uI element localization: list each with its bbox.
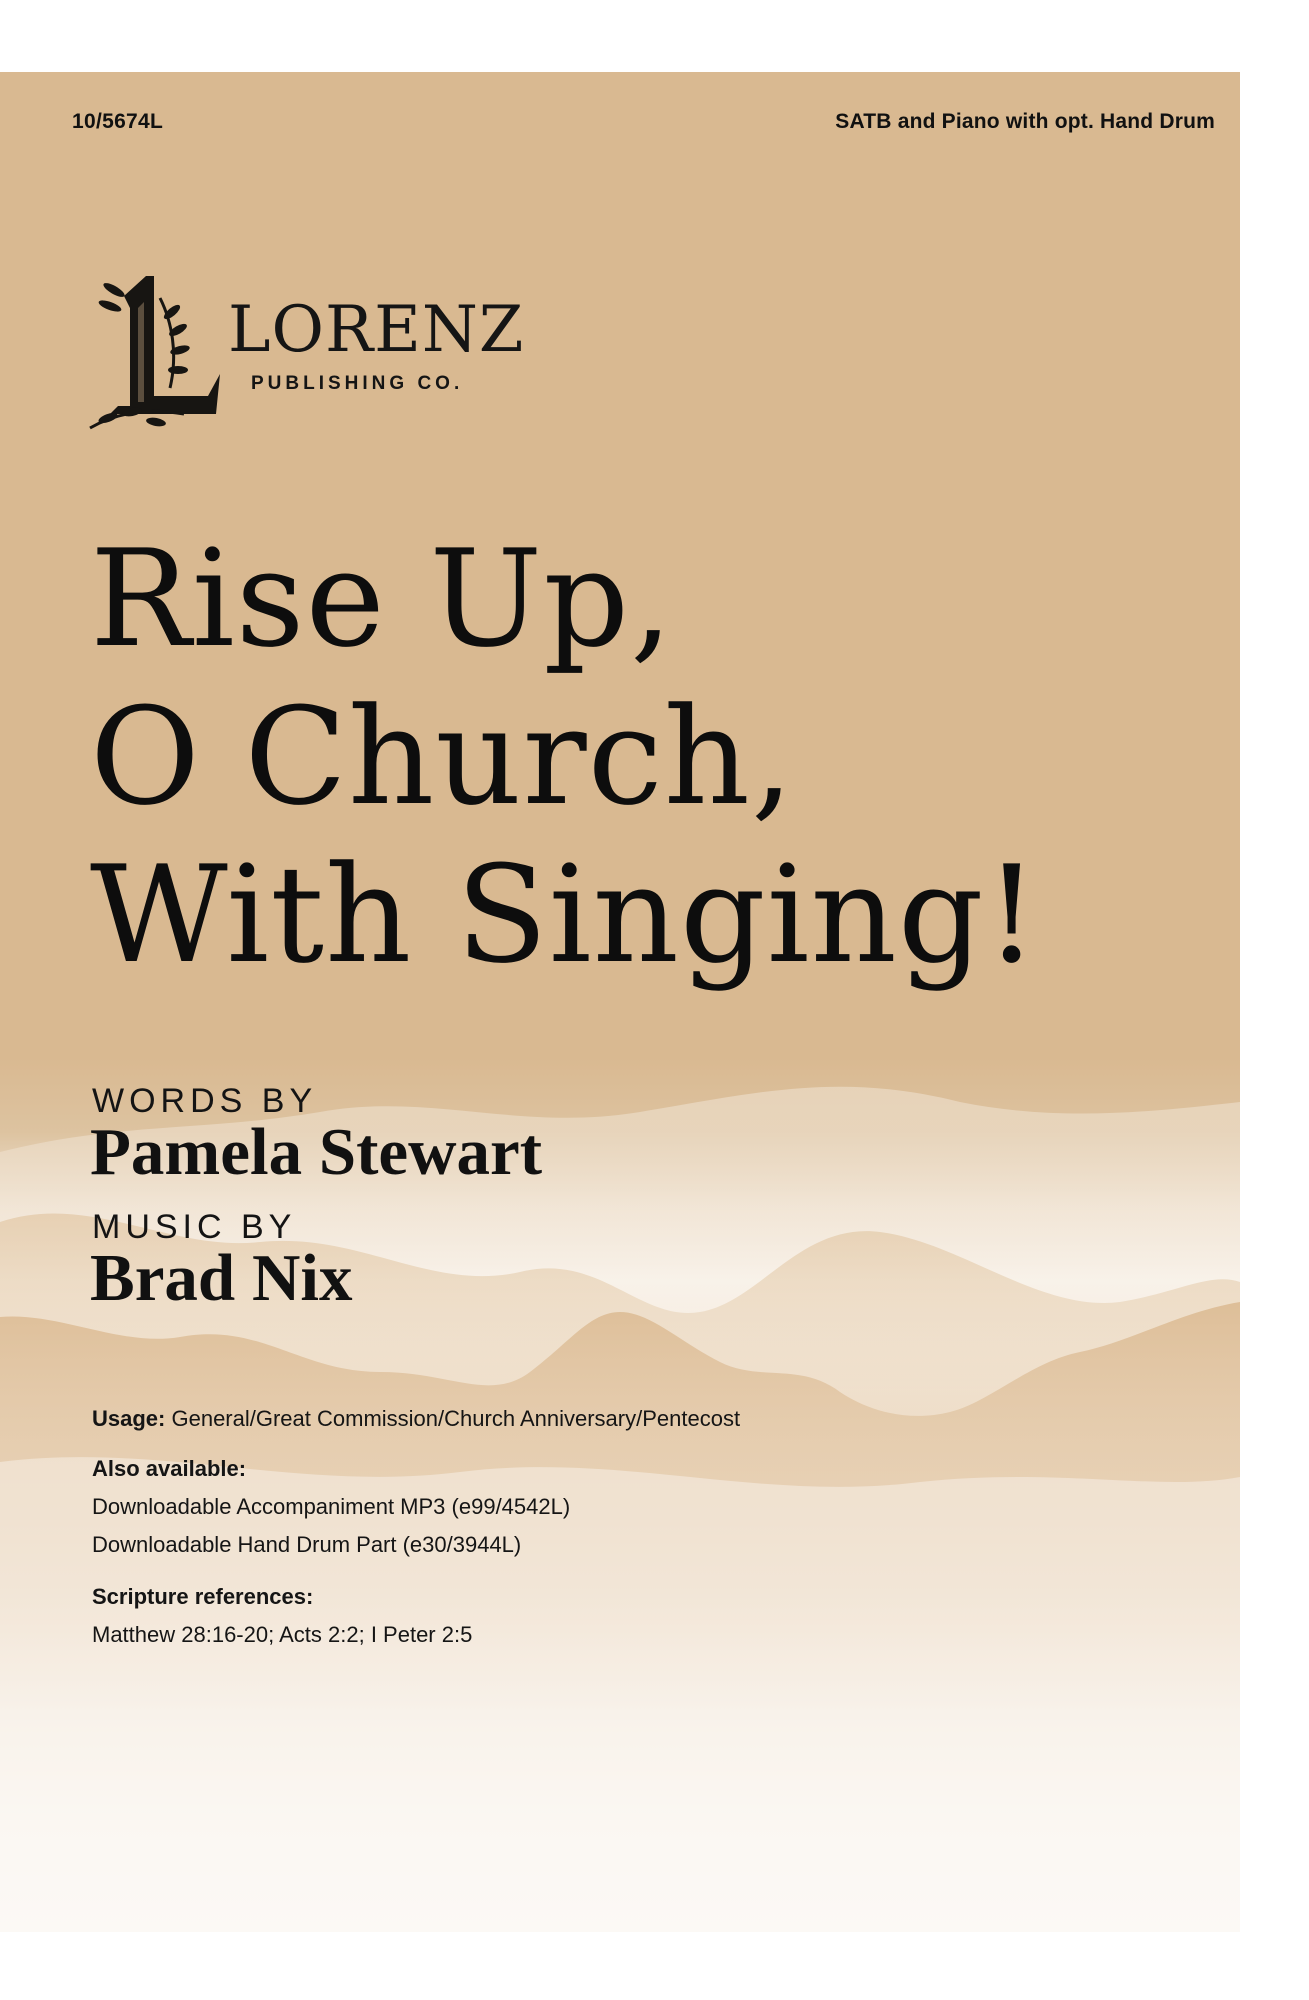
song-title	[90, 520, 1040, 994]
composer-name: Brad Nix	[90, 1241, 353, 1315]
title-line-2: O Church,	[90, 679, 795, 835]
title-line-3: With Singing!	[90, 837, 1040, 993]
catalog-number: 10/5674L	[72, 110, 164, 133]
cover-page	[0, 72, 1240, 1932]
logo-subtitle: PUBLISHING CO.	[251, 373, 464, 394]
usage-label: Usage:	[92, 1406, 166, 1431]
laurel-l-monogram-icon	[88, 262, 228, 432]
words-by-label: WORDS BY	[92, 1082, 318, 1120]
usage-line	[92, 1406, 740, 1432]
publisher-logo	[88, 262, 525, 432]
music-by-label: MUSIC BY	[92, 1208, 297, 1246]
lyricist-name: Pamela Stewart	[90, 1115, 543, 1189]
scripture-references: Matthew 28:16-20; Acts 2:2; I Peter 2:5	[92, 1622, 473, 1647]
title-line-1: Rise Up,	[90, 521, 674, 677]
voicing-text: SATB and Piano with opt. Hand Drum	[835, 110, 1215, 133]
also-available-item: Downloadable Accompaniment MP3 (e99/4542L)	[92, 1494, 571, 1519]
logo-wordmark: LORENZ	[228, 293, 525, 367]
also-available-item: Downloadable Hand Drum Part (e30/3944L)	[92, 1532, 522, 1557]
also-available-label: Also available:	[92, 1456, 247, 1481]
scripture-label: Scripture references:	[92, 1584, 314, 1609]
usage-value: General/Great Commission/Church Anniversary/Pentecost	[171, 1406, 741, 1431]
